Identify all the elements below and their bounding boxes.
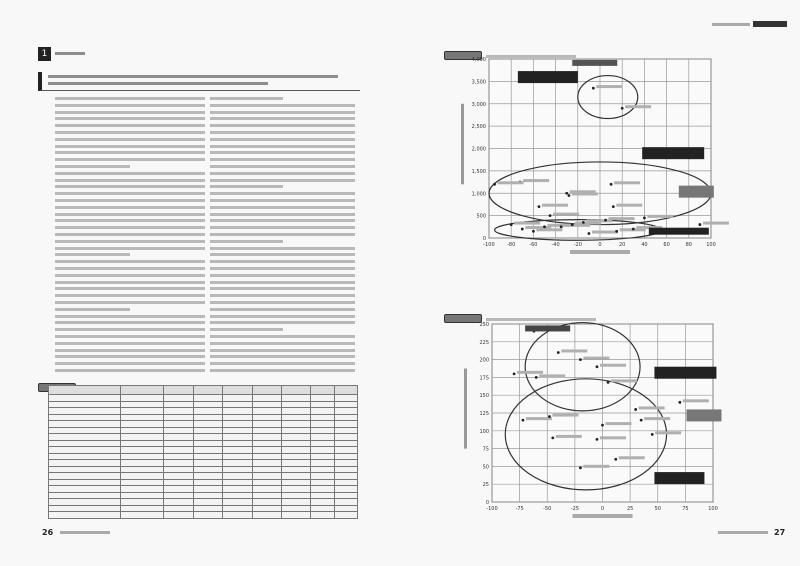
data-point	[614, 458, 617, 461]
text-line	[210, 206, 355, 209]
table-cell	[193, 512, 222, 519]
text-line	[55, 158, 205, 161]
table-cell	[281, 386, 310, 395]
x-axis-title	[573, 514, 633, 518]
x-tick-label: 25	[626, 506, 634, 512]
y-tick-label: 125	[479, 411, 489, 417]
y-tick-label: 1,500	[471, 168, 486, 175]
point-label	[683, 399, 709, 402]
point-label	[583, 465, 609, 468]
annotation-box-dark	[649, 228, 709, 235]
text-line	[210, 260, 355, 263]
data-point	[532, 230, 535, 233]
x-tick-label: -40	[551, 242, 560, 248]
y-tick-label: 3,500	[471, 79, 486, 86]
text-line	[210, 192, 355, 195]
y-tick-label: 175	[479, 375, 489, 382]
point-label	[639, 406, 665, 409]
text-line	[210, 104, 355, 107]
text-line	[210, 219, 355, 222]
text-line	[55, 287, 205, 290]
x-tick-label: 20	[619, 242, 626, 248]
text-line	[210, 253, 355, 256]
text-line	[55, 192, 205, 195]
text-line	[210, 294, 355, 297]
data-point	[601, 424, 604, 427]
y-tick-label: 25	[482, 482, 489, 489]
x-tick-label: 60	[663, 242, 670, 248]
data-point	[634, 408, 637, 411]
data-point	[568, 194, 571, 197]
scatter-chart-1	[440, 50, 790, 270]
text-line	[55, 362, 205, 365]
point-label	[536, 228, 562, 231]
x-tick-label: 0	[600, 506, 605, 512]
data-point	[538, 205, 541, 208]
text-line	[55, 97, 205, 100]
table-cell	[49, 512, 121, 519]
y-tick-label: 3,000	[471, 101, 486, 108]
y-tick-label: 2,000	[471, 146, 486, 153]
text-line	[210, 349, 355, 352]
data-point	[612, 205, 615, 208]
text-line	[55, 301, 205, 304]
point-label	[609, 217, 635, 220]
annotation-box-dark	[642, 147, 704, 159]
x-tick-label: -50	[543, 506, 552, 512]
text-line	[210, 97, 283, 100]
data-point	[549, 214, 552, 217]
text-line	[55, 355, 205, 358]
text-line	[55, 138, 205, 141]
text-line	[210, 247, 355, 250]
y-tick-label: 0	[482, 236, 486, 242]
text-line	[210, 199, 355, 202]
text-line	[55, 267, 205, 270]
data-point	[678, 401, 681, 404]
text-line	[55, 240, 205, 243]
x-tick-label: -75	[515, 506, 524, 512]
table-cell	[311, 512, 334, 519]
point-label	[526, 417, 552, 420]
text-line	[210, 158, 355, 161]
text-line	[210, 301, 355, 304]
y-tick-label: 225	[479, 339, 489, 346]
text-line	[210, 213, 355, 216]
point-label	[539, 374, 565, 377]
data-point	[596, 438, 599, 441]
data-point	[651, 433, 654, 436]
data-point	[543, 225, 546, 228]
data-point	[632, 228, 635, 231]
text-line	[55, 308, 130, 311]
y-tick-label: 2,500	[471, 124, 486, 131]
table-cell	[49, 386, 121, 395]
point-label	[625, 105, 651, 108]
point-label	[600, 364, 626, 367]
table-cell	[223, 386, 252, 395]
text-line	[210, 308, 355, 311]
point-label	[553, 213, 579, 216]
point-label	[556, 435, 582, 438]
text-line	[55, 328, 205, 331]
text-line	[210, 328, 283, 331]
text-line	[55, 335, 205, 338]
data-point	[621, 107, 624, 110]
y-tick-label: 1,000	[471, 191, 486, 198]
table-cell	[252, 512, 281, 519]
point-label	[552, 414, 578, 417]
annotation-box	[525, 325, 570, 331]
data-point	[571, 223, 574, 226]
x-tick-label: 40	[641, 242, 648, 248]
x-tick-label: 75	[682, 506, 689, 512]
data-point	[604, 219, 607, 222]
point-label	[561, 349, 587, 352]
lead-summary-box	[38, 72, 360, 91]
text-line	[210, 233, 355, 236]
table-cell	[334, 386, 357, 395]
annotation-box-gray	[686, 409, 721, 421]
point-label	[616, 204, 642, 207]
table-cell	[334, 512, 357, 519]
y-tick-label: 4,000	[471, 57, 486, 63]
running-header-bar	[753, 21, 787, 27]
text-line	[210, 117, 355, 120]
data-point	[551, 437, 554, 440]
x-tick-label: 100	[706, 242, 716, 248]
text-line	[55, 260, 205, 263]
x-tick-label: 0	[598, 242, 602, 248]
table-cell	[164, 386, 193, 395]
x-tick-label: 100	[708, 506, 718, 512]
text-line	[210, 111, 355, 114]
data-point	[588, 232, 591, 235]
point-label	[619, 456, 645, 459]
text-line	[55, 145, 205, 148]
annotation-box-gray	[679, 186, 714, 198]
text-line	[55, 151, 205, 154]
point-label	[644, 417, 670, 420]
data-point	[560, 225, 563, 228]
text-line	[210, 240, 283, 243]
text-line	[55, 281, 205, 284]
scatter-chart-2	[440, 315, 790, 525]
x-tick-label: 80	[685, 242, 692, 248]
data-point	[535, 376, 538, 379]
point-label	[583, 357, 609, 360]
text-line	[210, 165, 355, 168]
text-line	[55, 111, 205, 114]
point-label	[498, 181, 524, 184]
y-tick-label: 500	[476, 213, 486, 220]
text-line	[55, 247, 205, 250]
y-tick-label: 0	[485, 500, 489, 506]
x-tick-label: -100	[486, 506, 498, 512]
y-tick-label: 100	[479, 428, 489, 435]
data-point	[510, 223, 513, 226]
point-label	[542, 204, 568, 207]
text-line	[210, 151, 355, 154]
text-line	[55, 233, 205, 236]
text-line	[55, 274, 205, 277]
data-point	[615, 230, 618, 233]
text-line	[210, 267, 355, 270]
text-line	[210, 321, 355, 324]
right-page	[400, 0, 800, 566]
y-tick-label: 250	[479, 322, 489, 328]
point-label	[647, 215, 673, 218]
data-point	[607, 381, 610, 384]
table-cell	[164, 512, 193, 519]
point-label	[703, 222, 729, 225]
y-axis-title	[461, 104, 464, 185]
text-line	[210, 226, 355, 229]
x-tick-label: -60	[529, 242, 538, 248]
text-line	[55, 342, 205, 345]
text-line	[55, 185, 205, 188]
text-line	[55, 165, 130, 168]
data-point	[699, 223, 702, 226]
data-point	[579, 358, 582, 361]
zoo-data-table	[48, 385, 358, 519]
data-point	[557, 351, 560, 354]
footer-running-title	[60, 531, 110, 534]
point-label	[517, 371, 543, 374]
text-line	[55, 213, 205, 216]
text-line	[55, 131, 205, 134]
page-number-right: 27	[774, 528, 786, 537]
x-tick-label: -100	[483, 242, 495, 248]
point-label	[600, 436, 626, 439]
data-point	[493, 183, 496, 186]
text-line	[55, 253, 130, 256]
data-point	[579, 466, 582, 469]
table-cell	[193, 386, 222, 395]
annotation-box-dark	[654, 367, 716, 379]
text-line	[210, 355, 355, 358]
annotation-box	[572, 60, 617, 66]
x-tick-label: 50	[654, 506, 661, 512]
data-point	[610, 183, 613, 186]
text-line	[210, 185, 283, 188]
data-point	[565, 192, 568, 195]
text-line	[210, 172, 355, 175]
table-header-row	[49, 386, 358, 395]
data-point	[522, 419, 525, 422]
y-tick-label: 75	[482, 446, 489, 453]
page-number-left: 26	[42, 528, 54, 537]
text-line	[55, 315, 205, 318]
x-tick-label: -25	[570, 506, 579, 512]
text-line	[210, 281, 355, 284]
table-cell	[120, 512, 164, 519]
text-line	[210, 342, 355, 345]
text-line	[210, 369, 355, 372]
y-tick-label: 50	[482, 464, 489, 471]
text-line	[55, 104, 205, 107]
annotation-box-dark	[518, 71, 578, 83]
table-cell	[311, 386, 334, 395]
text-line	[55, 206, 205, 209]
data-point	[643, 216, 646, 219]
y-tick-label: 150	[479, 393, 489, 400]
data-point	[513, 372, 516, 375]
text-line	[210, 131, 355, 134]
text-line	[55, 321, 205, 324]
point-label	[611, 379, 637, 382]
point-label	[572, 192, 598, 195]
table-cell	[223, 512, 252, 519]
text-line	[210, 315, 355, 318]
point-label	[514, 222, 540, 225]
text-line	[55, 294, 205, 297]
point-label	[592, 231, 618, 234]
point-label	[614, 181, 640, 184]
text-line	[55, 199, 205, 202]
text-line	[210, 335, 355, 338]
section-number-badge: 1	[38, 47, 51, 61]
footer-running-title	[718, 531, 768, 534]
text-line	[55, 226, 205, 229]
text-line	[55, 117, 205, 120]
text-line	[210, 287, 355, 290]
text-line	[210, 138, 355, 141]
table-cell	[120, 386, 164, 395]
point-label	[606, 422, 632, 425]
section-title	[55, 48, 95, 58]
point-label	[655, 431, 681, 434]
point-label	[586, 219, 612, 222]
data-point	[548, 415, 551, 418]
x-tick-label: -80	[507, 242, 516, 248]
table-cell	[281, 512, 310, 519]
y-axis-title	[464, 369, 467, 449]
text-line	[55, 369, 205, 372]
data-point	[592, 87, 595, 90]
running-header	[712, 23, 750, 26]
data-point	[582, 221, 585, 224]
text-line	[55, 349, 205, 352]
point-label	[596, 85, 622, 88]
point-label	[523, 179, 549, 182]
text-line	[210, 145, 355, 148]
text-line	[210, 362, 355, 365]
table-row	[49, 512, 358, 519]
text-line	[210, 179, 355, 182]
text-line	[210, 274, 355, 277]
x-tick-label: -20	[573, 242, 582, 248]
text-line	[55, 219, 205, 222]
data-point	[640, 419, 643, 422]
data-point	[596, 365, 599, 368]
text-line	[55, 172, 205, 175]
text-line	[210, 124, 355, 127]
annotation-box-dark	[654, 472, 704, 484]
x-axis-title	[570, 250, 630, 254]
data-point	[521, 228, 524, 231]
y-tick-label: 200	[479, 357, 489, 364]
table-cell	[252, 386, 281, 395]
text-line	[55, 124, 205, 127]
text-line	[55, 179, 205, 182]
